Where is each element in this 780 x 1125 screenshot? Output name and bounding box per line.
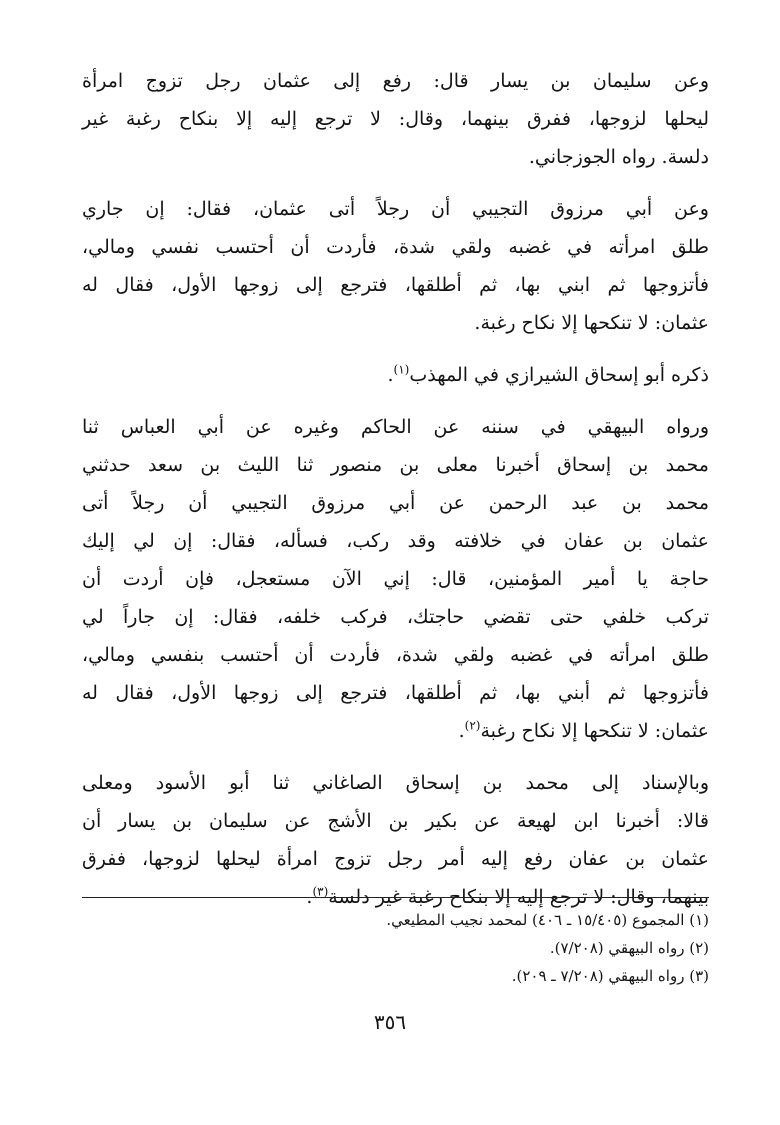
text-line <box>82 356 709 394</box>
text-line: وعن سليمان بن يسار قال: رفع إلى عثمان رجل تزوج امرأة <box>82 70 709 92</box>
footnote-3: (٣) رواه البيهقي (٧/٢٠٨ ـ ٢٠٩). <box>511 967 709 985</box>
line-tail: . <box>306 886 313 908</box>
text-line: دلسة. رواه الجوزجاني. <box>528 146 709 168</box>
text-line: ورواه البيهقي في سننه عن الحاكم وغيره عن أبي العباس ثنا <box>82 416 709 438</box>
paragraph-3 <box>82 356 709 394</box>
line-text: ذكره أبو إسحاق الشيرازي في المهذب <box>409 364 709 386</box>
text-line: عثمان بن عفان رفع إليه أمر رجل تزوج امرأة ليحلها لزوجها، ففرق <box>82 848 709 870</box>
text-line: وعن أبي مرزوق التجيبي أن رجلاً أتى عثمان، فقال: إن جاري <box>82 198 709 220</box>
line-tail: . <box>458 720 465 742</box>
paragraph-4 <box>82 408 709 750</box>
text-line: قالا: أخبرنا ابن لهيعة عن بكير بن الأشج عن سليمان بن يسار أن <box>82 810 709 832</box>
text-line: ليحلها لزوجها، ففرق بينهما، وقال: لا ترجع إليه إلا بنكاح رغبة غير <box>82 108 709 130</box>
text-line: تركب خلفي حتى تقضي حاجتك، فركب خلفه، فقال: إن جاراً لي <box>82 606 709 628</box>
text-line: محمد بن عبد الرحمن عن أبي مرزوق التجيبي أن رجلاً أتى <box>82 492 709 514</box>
footnote-2: (٢) رواه البيهقي (٧/٢٠٨). <box>549 939 709 957</box>
footnote-ref-3: (٣) <box>312 884 329 899</box>
paragraph-1 <box>82 62 709 176</box>
line-text: عثمان: لا تنكحها إلا نكاح رغبة <box>480 720 709 742</box>
paragraph-5 <box>82 764 709 916</box>
text-line: عثمان: لا تنكحها إلا نكاح رغبة. <box>474 312 709 334</box>
text-line: حاجة يا أمير المؤمنين، قال: إني الآن مستعجل، فإن أردت أن <box>82 568 709 590</box>
text-line: عثمان بن عفان في خلافته وقد ركب، فسأله، فقال: إن لي إليك <box>82 530 709 552</box>
footnote-ref-1: (١) <box>393 362 410 377</box>
line-text: بينهما، وقال: لا ترجع إليه إلا بنكاح رغبة غير دلسة <box>328 886 709 908</box>
paragraph-2 <box>82 190 709 342</box>
footnote-divider <box>82 897 709 898</box>
line-tail: . <box>387 364 394 386</box>
footnote-1: (١) المجموع (١٥/٤٠٥ ـ ٤٠٦) لمحمد نجيب المطيعي. <box>386 911 709 929</box>
footnotes <box>82 906 709 990</box>
text-line: وبالإسناد إلى محمد بن إسحاق الصاغاني ثنا أبو الأسود ومعلى <box>82 772 709 794</box>
footnote-ref-2: (٢) <box>464 718 481 733</box>
page-body <box>82 62 709 916</box>
text-line: محمد بن إسحاق أخبرنا معلى بن منصور ثنا الليث بن سعد حدثني <box>82 454 709 476</box>
text-line: فأتزوجها ثم أبني بها، ثم أطلقها، فترجع إلى زوجها الأول، فقال له <box>82 682 709 704</box>
text-line: طلق امرأته في غضبه ولقي شدة، فأردت أن أحتسب بنفسي ومالي، <box>82 644 709 666</box>
text-line: فأتزوجها ثم ابني بها، ثم أطلقها، فترجع إلى زوجها الأول، فقال له <box>82 274 709 296</box>
text-line: طلق امرأته في غضبه ولقي شدة، فأردت أن أحتسب نفسي ومالي، <box>82 236 709 258</box>
text-line <box>82 712 709 750</box>
page-number: ٣٥٦ <box>373 1010 407 1034</box>
